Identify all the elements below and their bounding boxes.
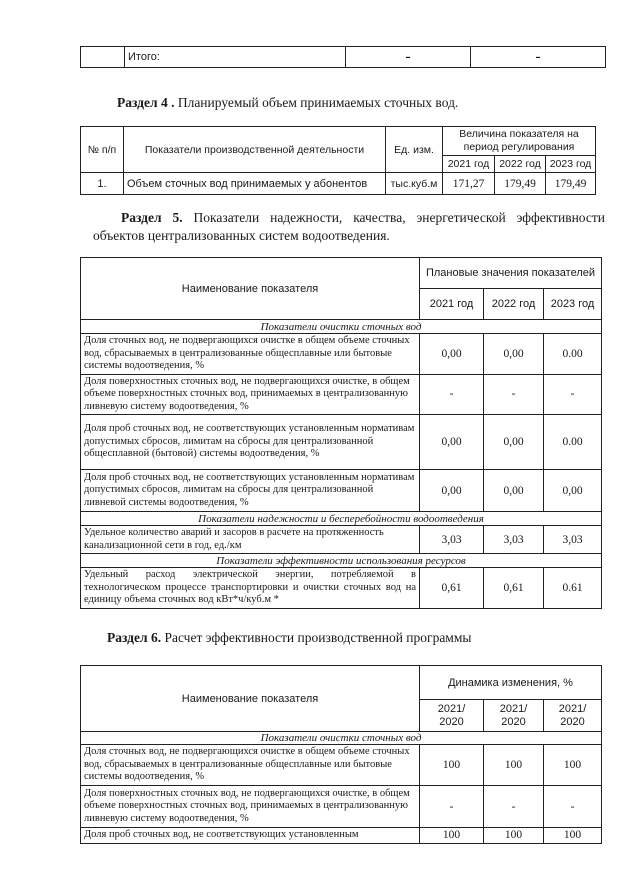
row-unit: тыс.куб.м bbox=[386, 173, 443, 195]
row-value: 0,00 bbox=[544, 470, 602, 512]
row-value: - bbox=[544, 786, 602, 828]
total-value-1: - bbox=[346, 47, 471, 68]
row-name: Удельное количество аварий и засоров в расчете на протяженность канализационной сети в год, ед./км bbox=[81, 526, 420, 554]
row-value: 0,00 bbox=[484, 415, 544, 470]
table-row bbox=[81, 745, 602, 786]
total-label: Итого: bbox=[125, 47, 346, 68]
col-header-plan: Плановые значения показателей bbox=[420, 258, 602, 289]
table-row bbox=[81, 828, 602, 844]
row-number: 1. bbox=[81, 173, 124, 195]
col-header-name: Наименование показателя bbox=[81, 666, 420, 732]
col-header-indicator: Показатели производственной деятельности bbox=[124, 127, 386, 173]
period-header: 2021/ 2020 bbox=[484, 700, 544, 732]
section5-title: Раздел 5. Показатели надежности, качества, энергетической эффективности объектов централизованных систем водоотведения. bbox=[93, 210, 606, 243]
row-value: - bbox=[420, 374, 484, 415]
row-name: Доля проб сточных вод, не соответствующих установленным нормативам допустимых сбросов, лимитам на сбросы для централизованной общесплавной (бытовой) системы водоотведения, % bbox=[81, 415, 420, 470]
table-row bbox=[81, 374, 602, 415]
row-value: 0,00 bbox=[484, 334, 544, 375]
year-header: 2022 год bbox=[484, 289, 544, 320]
row-value: - bbox=[484, 786, 544, 828]
table-row bbox=[81, 786, 602, 828]
row-value: 179,49 bbox=[546, 173, 596, 195]
row-name: Удельный расход электрической энергии, потребляемой в технологическом процессе транспортировки и очистки сточных вод на единицу объема сточных вод кВт*ч/куб.м * bbox=[81, 568, 420, 609]
table-row bbox=[81, 526, 602, 554]
table-row bbox=[81, 334, 602, 375]
section6-table bbox=[80, 665, 602, 844]
row-value: 171,27 bbox=[443, 173, 495, 195]
row-value: 0,00 bbox=[420, 334, 484, 375]
row-value: 0,00 bbox=[484, 470, 544, 512]
row-value: - bbox=[484, 374, 544, 415]
col-header-dynamics: Динамика изменения, % bbox=[420, 666, 602, 700]
row-value: 179,49 bbox=[495, 173, 546, 195]
row-name: Объем сточных вод принимаемых у абонентов bbox=[124, 173, 386, 195]
row-value: 100 bbox=[420, 828, 484, 844]
section4-table bbox=[80, 126, 596, 195]
group-title: Показатели надежности и бесперебойности водоотведения bbox=[81, 512, 602, 526]
row-value: 100 bbox=[484, 745, 544, 786]
row-value: 0,00 bbox=[420, 415, 484, 470]
year-header: 2022 год bbox=[495, 156, 546, 173]
section4-title: Раздел 4 . Планируемый объем принимаемых сточных вод. bbox=[117, 95, 459, 110]
table-row bbox=[81, 568, 602, 609]
row-value: 0.61 bbox=[544, 568, 602, 609]
col-header-period: Величина показателя на период регулирования bbox=[443, 127, 596, 156]
col-header-name: Наименование показателя bbox=[81, 258, 420, 320]
section5-table bbox=[80, 257, 602, 609]
year-header: 2021 год bbox=[420, 289, 484, 320]
row-value: 100 bbox=[544, 745, 602, 786]
row-value: 0,00 bbox=[420, 470, 484, 512]
period-header: 2021/ 2020 bbox=[544, 700, 602, 732]
row-value: 3,03 bbox=[420, 526, 484, 554]
row-name: Доля проб сточных вод, не соответствующих установленным bbox=[81, 828, 420, 844]
row-value: 100 bbox=[544, 828, 602, 844]
table-row bbox=[81, 470, 602, 512]
row-value: - bbox=[544, 374, 602, 415]
row-name: Доля поверхностных сточных вод, не подвергающихся очистке, в общем объеме поверхностных сточных вод, принимаемых в централизованную ливневую систему водоотведения, % bbox=[81, 786, 420, 828]
row-value: 3,03 bbox=[544, 526, 602, 554]
row-value: - bbox=[420, 786, 484, 828]
section6-title: Раздел 6. Расчет эффективности производственной программы bbox=[107, 630, 472, 645]
row-name: Доля поверхностных сточных вод, не подвергающихся очистке, в общем объеме поверхностных сточных вод, принимаемых в централизованную ливневую систему водоотведения, % bbox=[81, 374, 420, 415]
row-value: 0,61 bbox=[420, 568, 484, 609]
year-header: 2021 год bbox=[443, 156, 495, 173]
table-row bbox=[81, 415, 602, 470]
row-value: 0.00 bbox=[544, 415, 602, 470]
group-title: Показатели эффективности использования ресурсов bbox=[81, 554, 602, 568]
group-title: Показатели очистки сточных вод bbox=[81, 732, 602, 745]
period-header: 2021/ 2020 bbox=[420, 700, 484, 732]
year-header: 2023 год bbox=[546, 156, 596, 173]
row-name: Доля сточных вод, не подвергающихся очистке в общем объеме сточных вод, сбрасываемых в централизованные общесплавные или бытовые системы водоотведения, % bbox=[81, 745, 420, 786]
row-name: Доля сточных вод, не подвергающихся очистке в общем объеме сточных вод, сбрасываемых в централизованные общесплавные или бытовые системы водоотведения, % bbox=[81, 334, 420, 375]
total-value-2: - bbox=[471, 47, 606, 68]
row-value: 0.00 bbox=[544, 334, 602, 375]
row-value: 3,03 bbox=[484, 526, 544, 554]
table-row bbox=[81, 173, 596, 195]
total-row-table bbox=[80, 46, 606, 68]
year-header: 2023 год bbox=[544, 289, 602, 320]
col-header-num: № п/п bbox=[81, 127, 124, 173]
row-value: 100 bbox=[484, 828, 544, 844]
group-title: Показатели очистки сточных вод bbox=[81, 320, 602, 334]
row-name: Доля проб сточных вод, не соответствующих установленным нормативам допустимых сбросов, лимитам на сбросы для централизованной ливневой системы водоотведения, % bbox=[81, 470, 420, 512]
col-header-unit: Ед. изм. bbox=[386, 127, 443, 173]
row-value: 100 bbox=[420, 745, 484, 786]
row-value: 0,61 bbox=[484, 568, 544, 609]
